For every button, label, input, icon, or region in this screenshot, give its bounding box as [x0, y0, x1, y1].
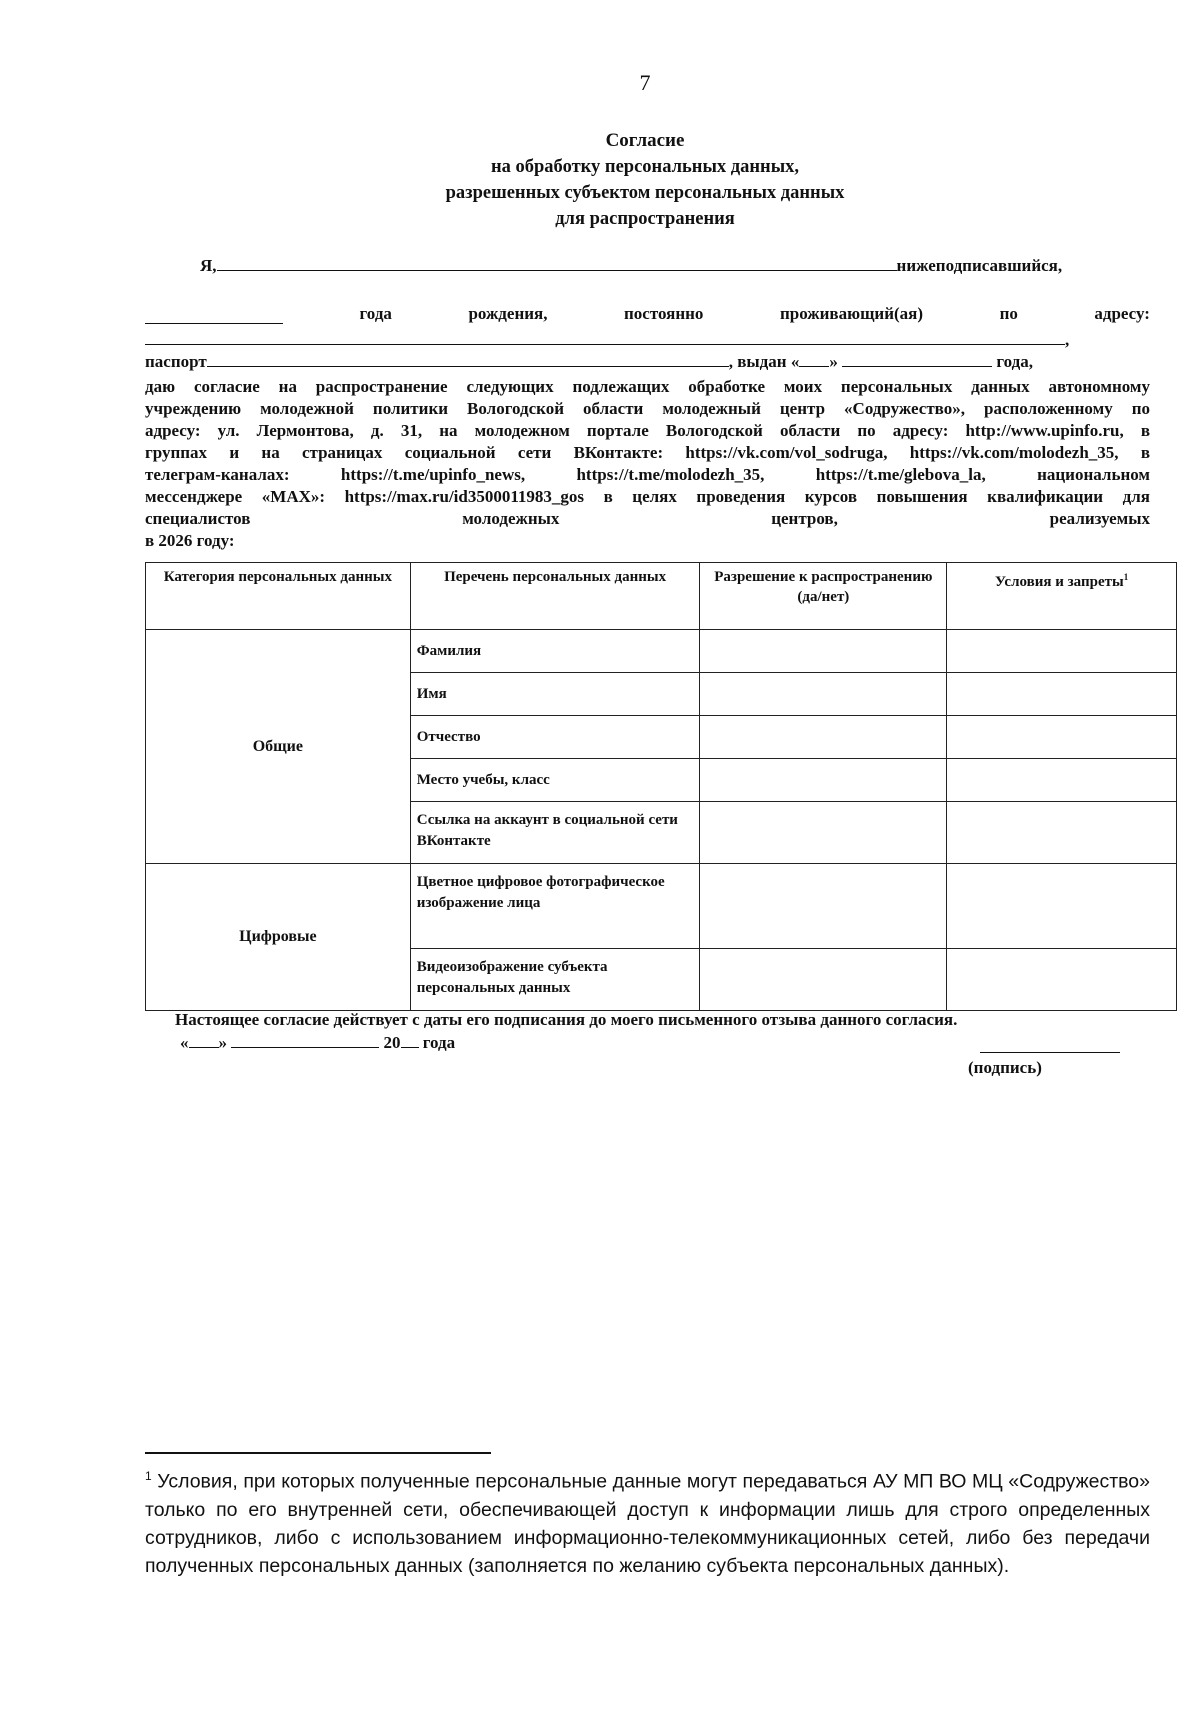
table-header-row	[146, 563, 1177, 630]
conditions-cell[interactable]	[947, 802, 1177, 864]
date-month-field[interactable]	[231, 1033, 379, 1048]
item-cell: Ссылка на аккаунт в социальной сети ВКонтакте	[410, 802, 700, 864]
issued-quote-close: »	[829, 352, 838, 371]
consent-line-1: учреждению молодежной политики Вологодской области молодежный центр «Содружество», расположенному по	[145, 399, 1150, 418]
date-year-field[interactable]	[401, 1033, 419, 1048]
item-cell: Видеоизображение субъекта персональных данных	[410, 949, 700, 1011]
permission-cell[interactable]	[700, 864, 947, 949]
birth-year-field[interactable]	[145, 309, 283, 324]
permission-cell[interactable]	[700, 802, 947, 864]
birth-word-2: постоянно	[624, 304, 704, 323]
conditions-cell[interactable]	[947, 759, 1177, 802]
date-day-field[interactable]	[189, 1033, 219, 1048]
item-cell: Цветное цифровое фотографическое изображение лица	[410, 864, 700, 949]
address-end: ,	[1065, 330, 1070, 349]
full-name-field[interactable]	[217, 256, 897, 271]
signature-label: (подпись)	[968, 1058, 1042, 1077]
i-prefix: Я,	[200, 256, 217, 275]
personal-data-table	[145, 562, 1177, 1011]
footnote	[145, 1462, 1150, 1580]
consent-line-5: мессенджере «MAX»: https://max.ru/id3500011983_gos в целях проведения курсов повышения квалификации для	[145, 487, 1150, 506]
consent-line-0: даю согласие на распространение следующих подлежащих обработке моих персональных данных автономному	[145, 377, 1150, 396]
permission-cell[interactable]	[700, 630, 947, 673]
item-cell: Фамилия	[410, 630, 700, 673]
passport-line	[145, 352, 1150, 372]
footnote-text: Условия, при которых полученные персональные данные могут передаваться АУ МП ВО МЦ «Содружество» только по его внутренней сети, обеспечивающей доступ к информации лишь для строго определенных сотрудников, либо с использованием информационно-телекоммуникационных сетей, либо без передачи полученных персональных данных (заполняется по желанию субъекта персональных данных).	[145, 1470, 1150, 1577]
footnote-divider	[145, 1452, 491, 1454]
consent-line-2: адресу: ул. Лермонтова, д. 31, на молодежном портале Вологодской области по адресу: http://www.upinfo.ru, в	[145, 421, 1150, 440]
header-category: Категория персональных данных	[146, 563, 411, 630]
title-line-3: разрешенных субъектом персональных данных	[445, 183, 845, 203]
page-number: 7	[639, 70, 651, 95]
conditions-cell[interactable]	[947, 864, 1177, 949]
birth-word-3: проживающий(ая)	[779, 304, 924, 323]
birth-word-5: адресу:	[1094, 304, 1150, 323]
name-line	[200, 256, 1090, 276]
permission-cell[interactable]	[700, 759, 947, 802]
consent-line-4: телеграм-каналах: https://t.me/upinfo_news, https://t.me/molodezh_35, https://t.me/glebova_la, национальном	[145, 465, 1150, 484]
year-label: года,	[996, 352, 1033, 371]
table-row	[146, 864, 1177, 949]
conditions-cell[interactable]	[947, 673, 1177, 716]
birth-address-line	[145, 304, 1150, 324]
consent-line-3: группах и на страницах социальной сети ВКонтакте: https://vk.com/vol_sodruga, https://vk.com/molodezh_35, в	[145, 443, 1150, 462]
table-row	[146, 630, 1177, 673]
header-permission: Разрешение к распространению (да/нет)	[700, 563, 947, 630]
date-line	[180, 1033, 455, 1053]
passport-label: паспорт	[145, 352, 207, 371]
passport-field[interactable]	[207, 352, 729, 367]
validity-text: Настоящее согласие действует с даты его подписания до моего письменного отзыва данного согласия.	[175, 1010, 958, 1029]
conditions-cell[interactable]	[947, 716, 1177, 759]
item-cell: Место учебы, класс	[410, 759, 700, 802]
conditions-cell[interactable]	[947, 949, 1177, 1011]
item-cell: Имя	[410, 673, 700, 716]
date-open-quote: «	[180, 1033, 189, 1052]
footnote-mark: 1	[1123, 572, 1129, 582]
header-list: Перечень персональных данных	[410, 563, 700, 630]
title-line-4: для распространения	[555, 209, 735, 229]
title-line-1: Согласие	[605, 130, 685, 151]
item-cell: Отчество	[410, 716, 700, 759]
title-line-2: на обработку персональных данных,	[490, 157, 800, 177]
address-field[interactable]	[145, 330, 1065, 345]
category-general: Общие	[146, 630, 411, 864]
issued-day-field[interactable]	[799, 352, 829, 367]
permission-cell[interactable]	[700, 673, 947, 716]
permission-cell[interactable]	[700, 716, 947, 759]
footnote-number: 1	[145, 1469, 152, 1483]
date-year-word: года	[422, 1033, 456, 1052]
consent-paragraph	[145, 376, 1150, 552]
undersigned-label: нижеподписавшийся,	[896, 256, 1063, 275]
conditions-cell[interactable]	[947, 630, 1177, 673]
consent-line-6: специалистов молодежных центров, реализуемых	[145, 509, 1150, 528]
header-conditions: Условия и запреты$^1$	[947, 563, 1177, 630]
issued-month-field[interactable]	[842, 352, 992, 367]
document-title	[0, 128, 1200, 232]
birth-word-4: по	[999, 304, 1018, 323]
birth-word-0: года	[359, 304, 392, 323]
issued-label: , выдан «	[728, 352, 800, 371]
date-close-quote: »	[218, 1033, 227, 1052]
address-line	[145, 330, 1150, 350]
signature-field[interactable]	[980, 1036, 1120, 1053]
birth-word-1: рождения,	[468, 304, 548, 323]
consent-last-line: в 2026 году:	[145, 531, 235, 550]
category-digital: Цифровые	[146, 864, 411, 1011]
permission-cell[interactable]	[700, 949, 947, 1011]
date-century: 20	[383, 1033, 401, 1052]
